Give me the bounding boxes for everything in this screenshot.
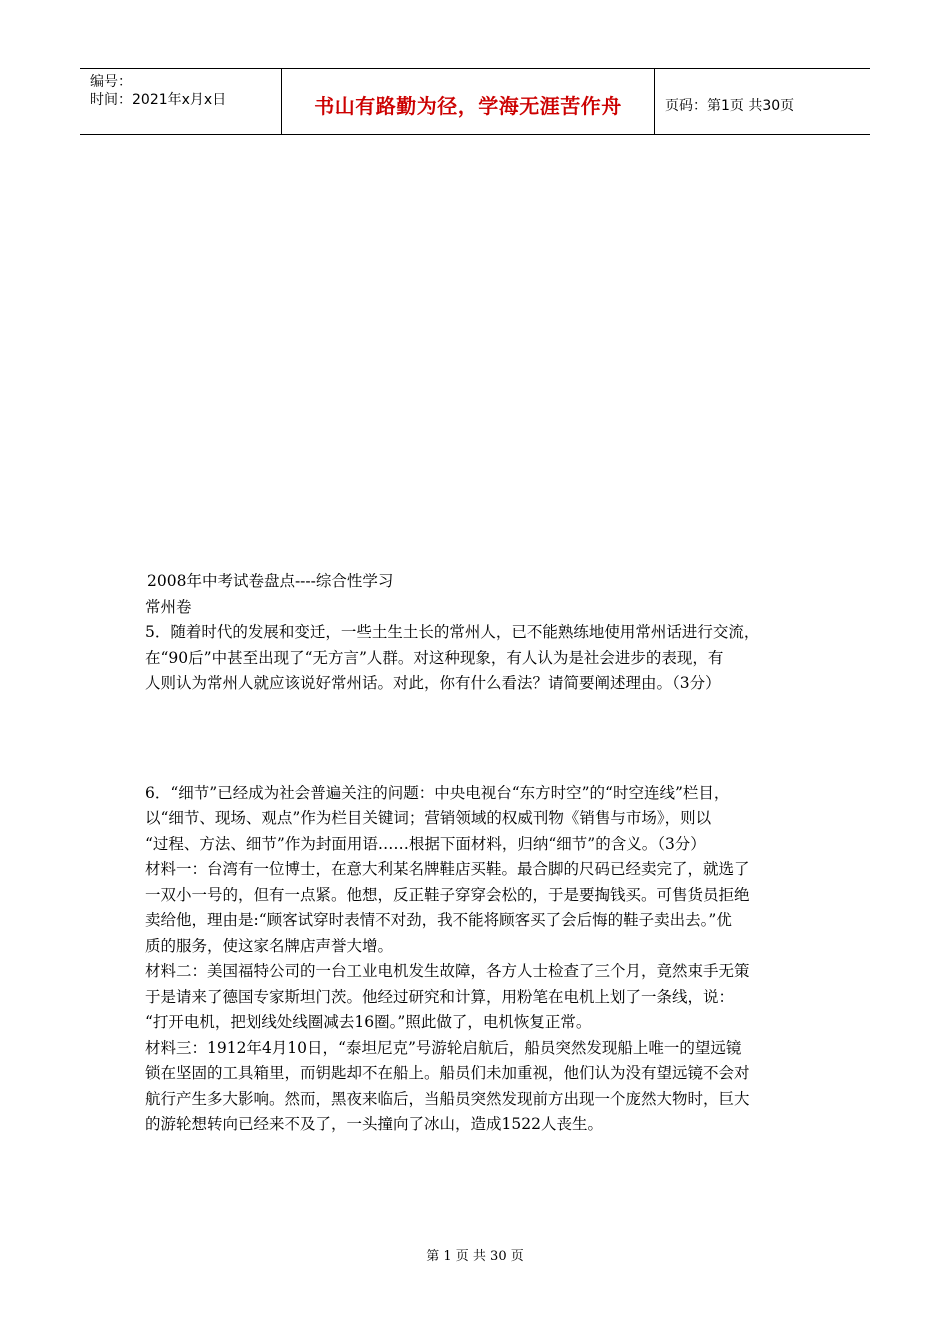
material-line: 锁在坚固的工具箱里，而钥匙却不在船上。船员们未加重视，他们认为没有望远镜不会对 (145, 1064, 750, 1082)
material-line: “打开电机，把划线处线圈减去16圈。”照此做了，电机恢复正常。 (145, 1013, 592, 1031)
material-line: 一双小一号的，但有一点紧。他想，反正鞋子穿穿会松的，于是要掏钱买。可售货员拒绝 (145, 885, 750, 904)
header-page-info: 页码：第1页 共30页 (665, 97, 795, 114)
header-motto-cell (282, 69, 655, 134)
motto-text: 书山有路勤为径，学海无涯苦作舟 (314, 94, 622, 118)
time-label: 时间：2021年x月x日 (90, 92, 227, 108)
question-5 (145, 620, 825, 697)
material-line: 的游轮想转向已经来不及了，一头撞向了冰山，造成1522人丧生。 (145, 1115, 603, 1133)
document-title: 2008年中考试卷盘点----综合性学习 (147, 572, 394, 590)
q5-line: 在“90后”中甚至出现了“无方言”人群。对这种现象，有人认为是社会进步的表现，有 (145, 648, 724, 667)
number-label: 编号： (90, 74, 132, 90)
document-body (145, 569, 825, 1138)
material-line: 于是请来了德国专家斯坦门茨。他经过研究和计算，用粉笔在电机上划了一条线，说： (145, 987, 735, 1006)
q5-line: 5．随着时代的发展和变迁，一些土生土长的常州人，已不能熟练地使用常州话进行交流， (145, 623, 760, 641)
header-meta-cell (80, 69, 282, 134)
answer-space (145, 697, 825, 781)
q6-line: 6．“细节”已经成为社会普遍关注的问题：中央电视台“东方时空”的“时空连线”栏目， (145, 783, 730, 802)
material-line: 材料二：美国福特公司的一台工业电机发生故障，各方人士检查了三个月，竟然束手无策 (145, 962, 750, 980)
q6-line: “过程、方法、细节”作为封面用语……根据下面材料，归纳“细节”的含义。（3分） (145, 834, 706, 853)
material-line: 材料一：台湾有一位博士，在意大利某名牌鞋店买鞋。最合脚的尺码已经卖完了，就选了 (145, 860, 750, 878)
header-page-cell (655, 69, 870, 134)
section-heading: 常州卷 (145, 597, 192, 616)
q5-line: 人则认为常州人就应该说好常州话。对此，你有什么看法？请简要阐述理由。（3分） (145, 674, 721, 692)
material-line: 材料三：1912年4月10日，“泰坦尼克”号游轮启航后，船员突然发现船上唯一的望远镜 (145, 1038, 742, 1057)
page-footer: 第 1 页 共 30 页 (426, 1249, 524, 1264)
material-line: 航行产生多大影响。然而，黑夜来临后，当船员突然发现前方出现一个庞然大物时，巨大 (145, 1089, 750, 1108)
page-header (80, 68, 870, 135)
question-6 (145, 781, 825, 1138)
material-line: 卖给他，理由是:“顾客试穿时表情不对劲，我不能将顾客买了会后悔的鞋子卖出去。”优 (145, 911, 732, 929)
q6-line: 以“细节、现场、观点”作为栏目关键词；营销领域的权威刊物《销售与市场》，则以 (145, 809, 712, 827)
material-line: 质的服务，使这家名牌店声誉大增。 (145, 936, 394, 955)
